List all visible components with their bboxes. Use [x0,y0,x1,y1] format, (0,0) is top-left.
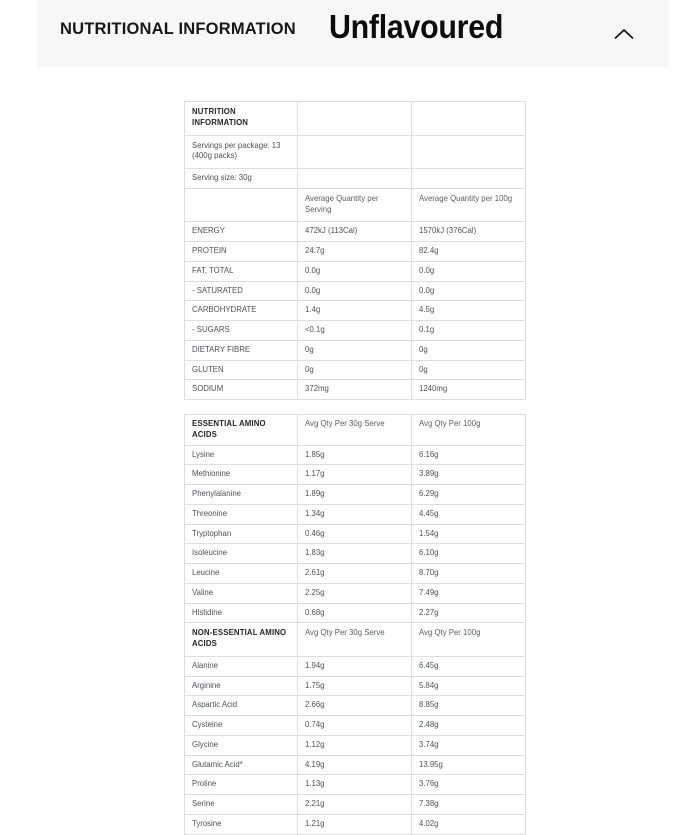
row-value-per100g: 6.10g [412,544,526,564]
row-value-serving: 1.17g [298,465,412,485]
table-row [185,261,526,281]
row-value-serving: 2.61g [298,564,412,584]
row-value-per100g: 8.85g [412,696,526,716]
row-value-serving: 0.0g [298,261,412,281]
row-label: Methionine [185,465,298,485]
row-value-per100g: 2.27g [412,603,526,623]
row-value-per100g: 1240mg [412,380,526,400]
row-label: DIETARY FIBRE [185,340,298,360]
row-value-serving: 2.21g [298,795,412,815]
row-label: Histidine [185,603,298,623]
column-header-per-100g: Average Quantity per 100g [412,188,526,222]
row-value-per100g: 0.0g [412,261,526,281]
table-row [185,242,526,262]
table-row-nonessential-header [185,623,526,657]
row-value-serving: 0g [298,360,412,380]
row-value-per100g: 6.16g [412,445,526,465]
row-label: Alanine [185,656,298,676]
table-row [185,465,526,485]
row-label: ENERGY [185,222,298,242]
essential-amino-acids-header: ESSENTIAL AMINO ACIDS [185,415,298,446]
column-header-per-100g: Avg Qty Per 100g [412,623,526,657]
row-value-per100g: 0g [412,360,526,380]
row-label: Lysine [185,445,298,465]
table-row-column-headers [185,188,526,222]
table-row-essential-header [185,415,526,446]
table-row [185,524,526,544]
table-row [185,716,526,736]
row-label: Serine [185,795,298,815]
table-row [185,814,526,834]
row-value-serving: 372mg [298,380,412,400]
table-row [185,755,526,775]
empty-cell [298,102,412,136]
row-value-per100g: 3.74g [412,735,526,755]
row-value-per100g: 5.84g [412,676,526,696]
column-header-per-100g: Avg Qty Per 100g [412,415,526,446]
row-value-per100g: 4.45g [412,504,526,524]
table-row [185,360,526,380]
row-label: Arginine [185,676,298,696]
column-header-per-serving: Average Quantity per Serving [298,188,412,222]
row-value-per100g: 0.1g [412,321,526,341]
nutrition-tables-container [184,101,525,835]
row-value-per100g: 82.4g [412,242,526,262]
row-label: Isoleucine [185,544,298,564]
table-row [185,301,526,321]
row-value-serving: <0.1g [298,321,412,341]
nutrition-information-table [184,101,526,400]
row-label: Proline [185,775,298,795]
row-value-serving: 472kJ (113Cal) [298,222,412,242]
header-inner [38,0,669,67]
row-value-serving: 1.94g [298,656,412,676]
row-label: Glycine [185,735,298,755]
row-label: Tyrosine [185,814,298,834]
row-value-serving: 1.34g [298,504,412,524]
page-title: NUTRITIONAL INFORMATION [60,20,296,38]
serving-size-cell: Serving size: 30g [185,169,298,189]
row-value-per100g: 4.02g [412,814,526,834]
table-row [185,795,526,815]
row-value-serving: 1.89g [298,485,412,505]
row-label: Threonine [185,504,298,524]
collapse-toggle-button[interactable] [607,17,641,51]
row-value-per100g: 8.70g [412,564,526,584]
flavour-label: Unflavoured [329,8,504,45]
row-label: Leucine [185,564,298,584]
row-value-serving: 0.0g [298,281,412,301]
row-label: Phenylalanine [185,485,298,505]
row-value-per100g: 7.38g [412,795,526,815]
amino-acids-table [184,414,526,835]
row-value-per100g: 7.49g [412,583,526,603]
empty-cell [298,135,412,169]
row-label: Glutamic Acid* [185,755,298,775]
row-value-per100g: 3.89g [412,465,526,485]
table-row [185,281,526,301]
row-value-serving: 0.74g [298,716,412,736]
row-value-serving: 0.68g [298,603,412,623]
column-header-per-30g-serve: Avg Qty Per 30g Serve [298,623,412,657]
table-row [185,445,526,465]
row-value-per100g: 0g [412,340,526,360]
row-label: Cysteine [185,716,298,736]
table-row [185,485,526,505]
row-label: Aspartic Acid [185,696,298,716]
row-label: PROTEIN [185,242,298,262]
row-label: - SUGARS [185,321,298,341]
servings-per-package-cell: Servings per package: 13 (400g packs) [185,135,298,169]
table-row [185,222,526,242]
non-essential-amino-acids-header: NON-ESSENTIAL AMINO ACIDS [185,623,298,657]
row-value-per100g: 2.48g [412,716,526,736]
row-value-serving: 1.75g [298,676,412,696]
row-value-serving: 1.13g [298,775,412,795]
table-row [185,321,526,341]
row-label: SODIUM [185,380,298,400]
table-row [185,380,526,400]
row-label: - SATURATED [185,281,298,301]
table-row [185,775,526,795]
table-row [185,735,526,755]
table-row [185,504,526,524]
row-value-serving: 24.7g [298,242,412,262]
table-row [185,696,526,716]
empty-cell [185,188,298,222]
nutrition-title-cell: NUTRITION INFORMATION [185,102,298,136]
row-label: Tryptophan [185,524,298,544]
row-label: FAT, TOTAL [185,261,298,281]
table-row [185,583,526,603]
row-label: Valine [185,583,298,603]
row-value-per100g: 0.0g [412,281,526,301]
row-value-per100g: 3.76g [412,775,526,795]
row-value-serving: 1.85g [298,445,412,465]
table-row [185,603,526,623]
row-value-serving: 2.66g [298,696,412,716]
table-row [185,544,526,564]
empty-cell [412,169,526,189]
row-value-per100g: 4.5g [412,301,526,321]
row-value-serving: 4.19g [298,755,412,775]
empty-cell [298,169,412,189]
column-header-per-30g-serve: Avg Qty Per 30g Serve [298,415,412,446]
row-value-serving: 0g [298,340,412,360]
row-value-per100g: 6.29g [412,485,526,505]
table-row [185,564,526,584]
row-value-serving: 0.46g [298,524,412,544]
row-label: GLUTEN [185,360,298,380]
row-value-per100g: 1570kJ (376Cal) [412,222,526,242]
table-row-serving-size [185,169,526,189]
row-value-serving: 1.4g [298,301,412,321]
row-value-serving: 1.83g [298,544,412,564]
table-row [185,656,526,676]
empty-cell [412,102,526,136]
row-value-per100g: 1.54g [412,524,526,544]
row-value-per100g: 6.45g [412,656,526,676]
row-value-serving: 1.12g [298,735,412,755]
row-label: CARBOHYDRATE [185,301,298,321]
row-value-per100g: 13.95g [412,755,526,775]
table-row-servings-per-package [185,135,526,169]
row-value-serving: 2.25g [298,583,412,603]
nutritional-information-header[interactable] [38,0,669,67]
table-row [185,340,526,360]
empty-cell [412,135,526,169]
row-value-serving: 1.21g [298,814,412,834]
chevron-up-icon [614,28,634,40]
table-row [185,676,526,696]
table-row-nutrition-title [185,102,526,136]
